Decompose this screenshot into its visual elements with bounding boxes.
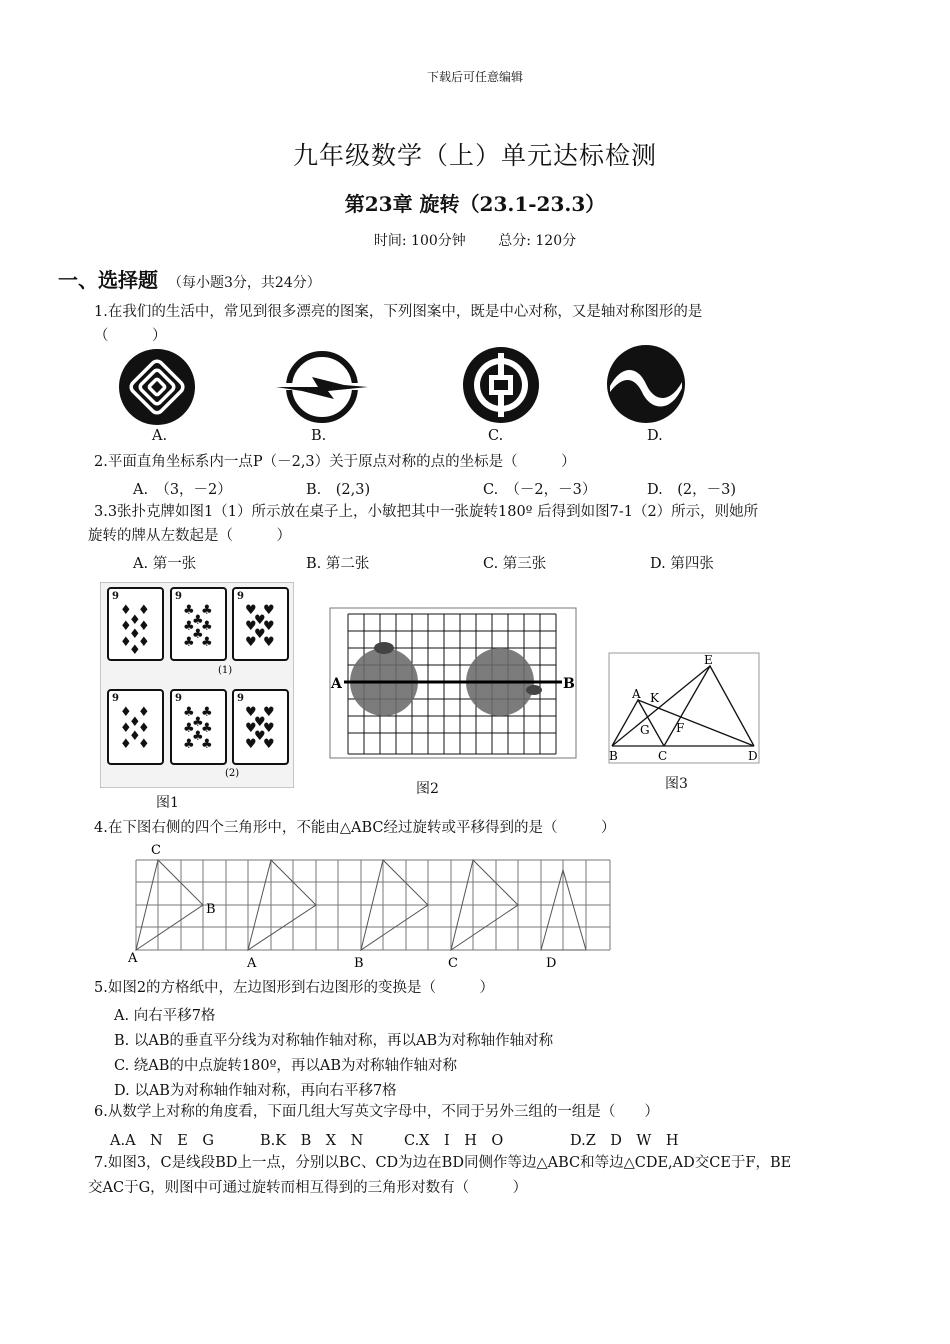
q4-vertex-b: B	[206, 902, 216, 917]
svg-text:♥: ♥	[245, 603, 257, 618]
q3-option-a: A. 第一张	[133, 556, 197, 572]
q4-stem: 4.在下图右侧的四个三角形中，不能由△ABC经过旋转或平移得到的是（ ）	[94, 820, 616, 836]
q1-label-b: B.	[311, 428, 327, 444]
svg-text:♣: ♣	[183, 619, 195, 634]
q4-option-d-label: D	[546, 956, 557, 970]
q3-stem-line2: 旋转的牌从左数起是（ ）	[88, 528, 291, 544]
q1-label-a: A.	[152, 428, 168, 444]
fig2-caption: 图2	[416, 781, 439, 797]
svg-text:♥: ♥	[263, 705, 275, 720]
logo-b-icon	[272, 347, 372, 427]
section-note: （每小题3分，共24分）	[168, 275, 321, 291]
exam-meta	[0, 230, 950, 250]
q2-option-c: C. （－2，－3）	[483, 482, 597, 498]
svg-text:♣: ♣	[192, 729, 204, 744]
q6-option-c: C.X I H O	[404, 1133, 504, 1149]
svg-text:♥: ♥	[254, 729, 266, 744]
svg-text:9: 9	[112, 591, 119, 602]
fig3-point-b: B	[609, 749, 618, 763]
svg-text:♥: ♥	[263, 737, 275, 752]
svg-text:9: 9	[237, 693, 244, 704]
svg-text:♣: ♣	[183, 603, 195, 618]
svg-text:♦: ♦	[120, 737, 132, 752]
q6-option-d: D.Z D W H	[570, 1133, 679, 1149]
svg-text:♦: ♦	[138, 721, 150, 736]
svg-text:♣: ♣	[183, 635, 195, 650]
svg-text:♣: ♣	[183, 721, 195, 736]
svg-text:♥: ♥	[263, 635, 275, 650]
q1-label-d: D.	[647, 428, 663, 444]
svg-text:♥: ♥	[263, 603, 275, 618]
svg-text:9: 9	[175, 591, 182, 602]
svg-text:♥: ♥	[245, 737, 257, 752]
q6-option-b: B.K B X N	[260, 1133, 364, 1149]
svg-text:♦: ♦	[129, 729, 141, 744]
fig3-point-c: C	[658, 749, 668, 763]
svg-text:♣: ♣	[192, 613, 204, 628]
figure-1-cards	[100, 582, 294, 788]
svg-text:♣: ♣	[201, 721, 213, 736]
svg-text:9: 9	[175, 693, 182, 704]
svg-text:♣: ♣	[201, 737, 213, 752]
svg-text:♣: ♣	[192, 715, 204, 730]
q3-option-d: D. 第四张	[650, 556, 714, 572]
svg-text:♣: ♣	[201, 635, 213, 650]
logo-a-icon	[117, 347, 197, 427]
svg-text:♥: ♥	[263, 721, 275, 736]
q6-stem: 6.从数学上对称的角度看，下面几组大写英文字母中，不同于另外三组的一组是（ ）	[94, 1104, 659, 1120]
q4-vertex-c: C	[151, 843, 161, 858]
page-title: 九年级数学（上）单元达标检测	[292, 141, 657, 170]
fig3-point-g: G	[640, 723, 650, 737]
fig1-part1-label: (1)	[218, 665, 233, 676]
q2-option-b: B. (2,3)	[306, 482, 371, 498]
q2-option-a: A. （3，－2）	[133, 482, 232, 498]
q6-option-a: A.A N E G	[110, 1133, 214, 1149]
header-note: 下载后可任意编辑	[426, 70, 523, 84]
svg-text:♥: ♥	[245, 705, 257, 720]
q1-stem-line2: （ ）	[94, 328, 167, 344]
q4-grid-figure	[124, 840, 618, 970]
svg-text:♣: ♣	[201, 705, 213, 720]
svg-text:♣: ♣	[192, 627, 204, 642]
q4-option-b-label: B	[354, 956, 364, 970]
q2-stem: 2.平面直角坐标系内一点P（－2,3）关于原点对称的点的坐标是（ ）	[94, 454, 576, 470]
svg-text:♦: ♦	[138, 737, 150, 752]
fig3-point-a: A	[632, 687, 641, 701]
svg-text:♦: ♦	[138, 635, 150, 650]
svg-text:♣: ♣	[183, 737, 195, 752]
svg-text:♦: ♦	[120, 619, 132, 634]
figure-2-grid	[328, 606, 578, 760]
fig2-label-b: B	[563, 676, 575, 692]
q7-stem-line2: 交AC于G，则图中可通过旋转而相互得到的三角形对数有（ ）	[88, 1180, 528, 1196]
svg-text:9: 9	[237, 591, 244, 602]
svg-text:♦: ♦	[120, 603, 132, 618]
q3-option-b: B. 第二张	[306, 556, 370, 572]
svg-text:♣: ♣	[183, 705, 195, 720]
svg-text:♥: ♥	[263, 619, 275, 634]
logo-d-icon	[604, 344, 688, 424]
svg-text:♥: ♥	[254, 715, 266, 730]
svg-text:♥: ♥	[245, 721, 257, 736]
exam-score: 总分: 120分	[498, 233, 577, 249]
svg-text:♦: ♦	[120, 635, 132, 650]
svg-text:♥: ♥	[245, 619, 257, 634]
q1-label-c: C.	[488, 428, 504, 444]
svg-text:♦: ♦	[129, 715, 141, 730]
q3-stem-line1: 3.3张扑克牌如图1（1）所示放在桌子上，小敏把其中一张旋转180º 后得到如图7-1（2）所示，则她所	[94, 504, 759, 520]
fig3-point-f: F	[676, 721, 685, 735]
q2-option-d: D. (2，－3)	[647, 482, 736, 498]
exam-time: 时间: 100分钟	[373, 233, 466, 249]
svg-text:♦: ♦	[129, 613, 141, 628]
q5-option-b: B. 以AB的垂直平分线为对称轴作轴对称，再以AB为对称轴作轴对称	[114, 1033, 554, 1049]
svg-text:♦: ♦	[129, 643, 141, 658]
svg-text:♥: ♥	[245, 635, 257, 650]
q4-option-c-label: C	[448, 956, 458, 970]
fig3-point-d: D	[748, 749, 758, 763]
section-title: 一、选择题	[58, 268, 158, 292]
q7-stem-line1: 7.如图3，C是线段BD上一点，分别以BC、CD为边在BD同侧作等边△ABC和等边△CDE,AD交CE于F，BE	[94, 1155, 792, 1171]
page-subtitle: 第23章 旋转（23.1-23.3）	[344, 192, 606, 216]
figure-3-triangles	[608, 652, 760, 764]
svg-text:♦: ♦	[129, 627, 141, 642]
fig3-caption: 图3	[665, 776, 688, 792]
svg-text:♥: ♥	[254, 613, 266, 628]
fig1-part2-label: (2)	[225, 768, 240, 779]
q5-option-d: D. 以AB为对称轴作轴对称，再向右平移7格	[114, 1083, 397, 1099]
svg-text:♦: ♦	[120, 721, 132, 736]
q3-option-c: C. 第三张	[483, 556, 547, 572]
fig3-point-k: K	[650, 691, 659, 705]
q4-vertex-a: A	[128, 951, 138, 966]
q5-stem: 5.如图2的方格纸中，左边图形到右边图形的变换是（ ）	[94, 980, 495, 996]
svg-text:♣: ♣	[201, 619, 213, 634]
fig1-caption: 图1	[156, 795, 179, 811]
q4-option-a-label: A	[247, 956, 257, 970]
svg-text:♦: ♦	[138, 705, 150, 720]
q5-option-a: A. 向右平移7格	[114, 1008, 216, 1024]
svg-text:9: 9	[112, 693, 119, 704]
q5-option-c: C. 绕AB的中点旋转180º，再以AB为对称轴作轴对称	[114, 1058, 458, 1074]
svg-text:♣: ♣	[201, 603, 213, 618]
svg-text:♥: ♥	[254, 627, 266, 642]
q1-stem-line1: 1.在我们的生活中，常见到很多漂亮的图案，下列图案中，既是中心对称，又是轴对称图形的是	[94, 304, 703, 320]
fig2-label-a: A	[331, 676, 342, 692]
logo-c-icon	[461, 345, 541, 425]
svg-text:♦: ♦	[138, 619, 150, 634]
section-heading	[58, 264, 321, 293]
fig3-point-e: E	[704, 653, 713, 667]
svg-text:♦: ♦	[120, 705, 132, 720]
svg-text:♦: ♦	[138, 603, 150, 618]
